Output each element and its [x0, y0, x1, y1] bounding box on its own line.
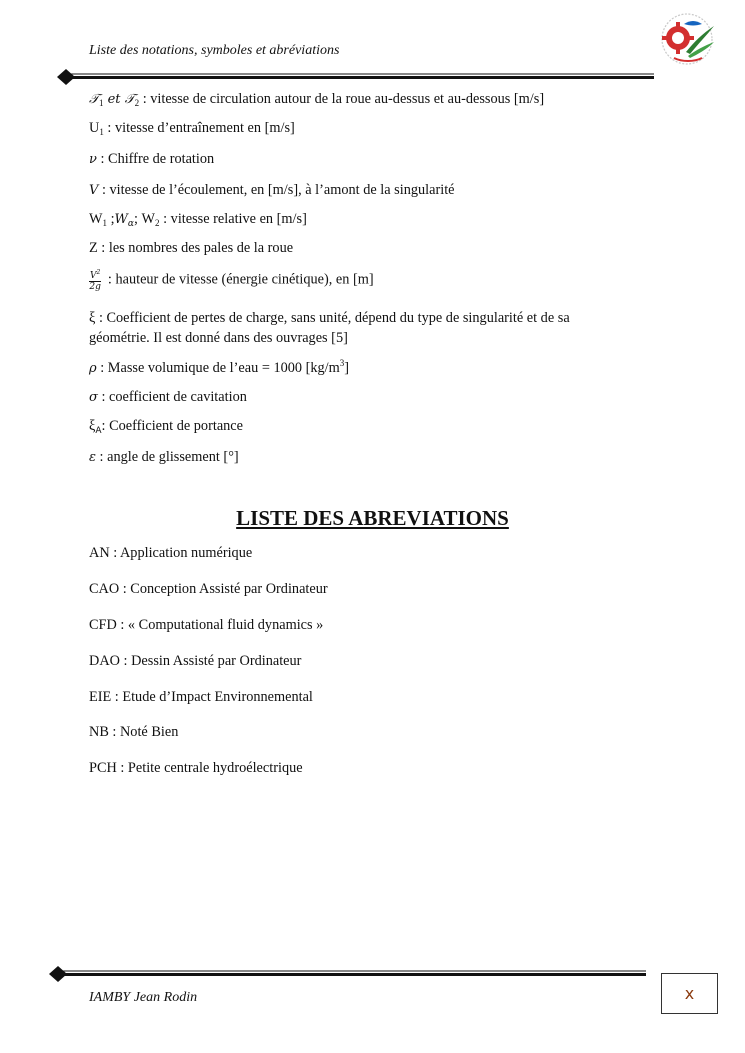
notation-item: ρ : Masse volumique de l’eau = 1000 $[kg/m^3]$: [89, 358, 350, 376]
notation-item: $\xi_A$: Coefficient de portance: [89, 418, 244, 436]
fraction: $\frac{V^2}{2g}$: [89, 269, 101, 292]
footer-rule: [48, 965, 648, 983]
notation-item: 𝒯$_1$ et 𝒯$_2$ : vitesse de circulation autour de la roue au-dessus et au-dessous [m/s]: [89, 91, 545, 108]
abbreviation-item: CAO : Conception Assisté par Ordinateur: [89, 581, 328, 597]
notation-item: ε : angle de glissement [°]: [89, 449, 239, 465]
notation-item: $W_1$ $;W_\alpha$; $W_2$ : vitesse relative en [m/s]: [89, 211, 307, 229]
notation-item: $\frac{V^2}{2g}$ : hauteur de vitesse (énergie cinétique), en [m]: [89, 269, 374, 292]
notation-item: ν : Chiffre de rotation: [89, 151, 215, 167]
footer-author: IAMBY Jean Rodin: [89, 990, 198, 1005]
notation-item: ξ : Coefficient de pertes de charge, sans unité, dépend du type de singularité et de sa géométrie. Il est donné dans des ouvrages [5]: [89, 310, 570, 346]
notation-item: V : vitesse de l’écoulement, en [m/s], à l’amont de la singularité: [89, 182, 455, 198]
university-logo-icon: [656, 12, 718, 66]
abbreviation-item: NB : Noté Bien: [89, 724, 179, 740]
notation-item: Z : les nombres des pales de la roue: [89, 240, 294, 256]
abbreviation-item: CFD : « Computational fluid dynamics »: [89, 617, 324, 633]
abbreviation-item: EIE : Etude d’Impact Environnemental: [89, 689, 313, 705]
abbreviation-item: AN : Application numérique: [89, 545, 253, 561]
abbreviations-title: LISTE DES ABREVIATIONS: [236, 506, 509, 530]
header-title: Liste des notations, symboles et abréviations: [89, 43, 340, 58]
header-rule: [56, 68, 656, 86]
notation-item: σ : coefficient de cavitation: [89, 389, 247, 405]
abbreviation-item: DAO : Dessin Assisté par Ordinateur: [89, 653, 302, 669]
page-number: x: [661, 973, 718, 1014]
abbreviation-item: PCH : Petite centrale hydroélectrique: [89, 760, 303, 776]
notation-item: $U_1$ : vitesse d’entraînement en [m/s]: [89, 120, 295, 137]
